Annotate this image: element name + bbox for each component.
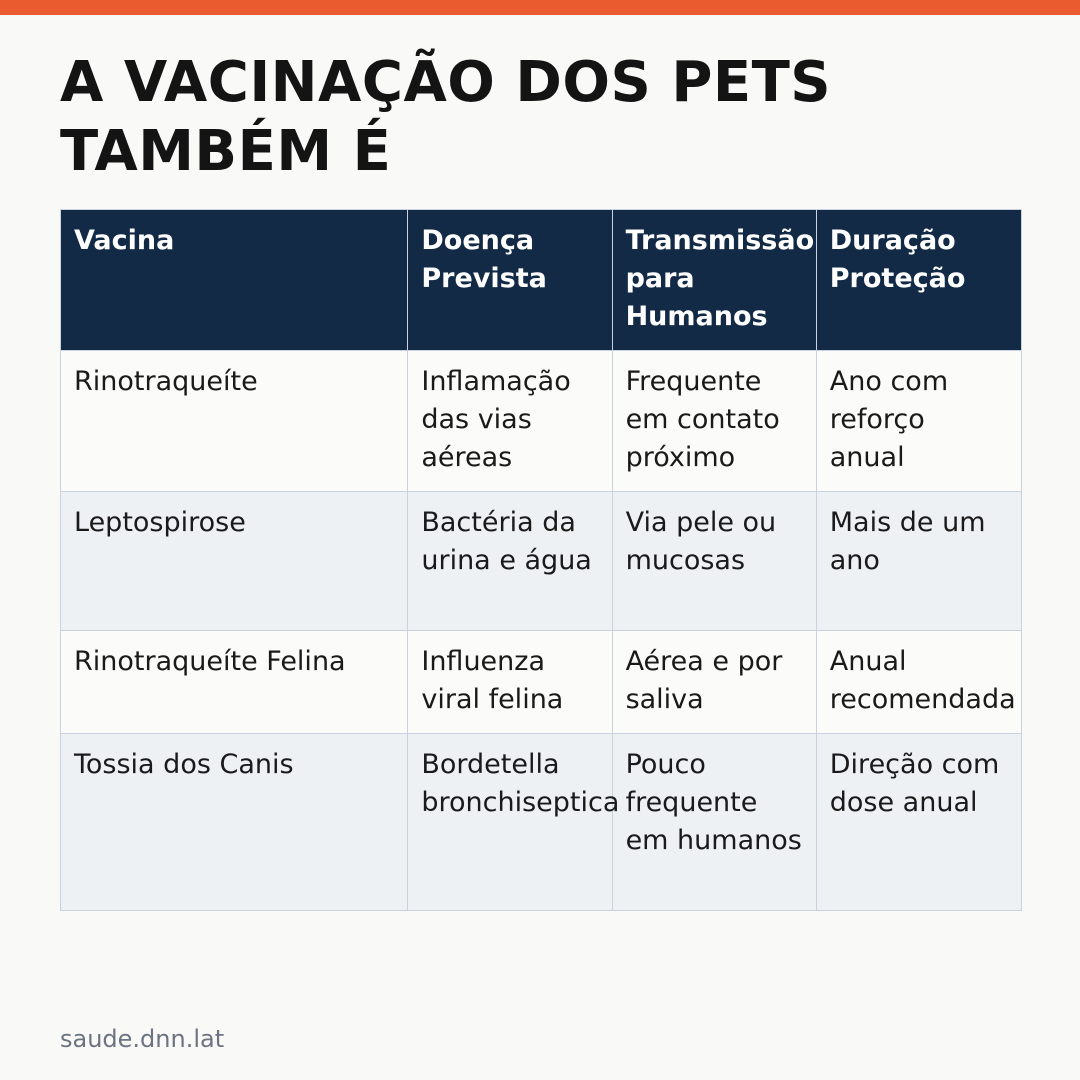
table-row <box>61 734 1022 911</box>
top-accent-bar <box>0 0 1080 15</box>
vaccine-table <box>60 209 1022 911</box>
table-cell-vacina: Rinotraqueíte <box>61 351 408 492</box>
table-row <box>61 631 1022 734</box>
table-row <box>61 351 1022 492</box>
table-row <box>61 492 1022 631</box>
table-cell-transmissao: Via pele ou mucosas <box>612 492 816 631</box>
column-header-vacina: Vacina <box>61 210 408 351</box>
table-cell-doenca: Bactéria da urina e água <box>408 492 612 631</box>
table-cell-transmissao: Frequente em contato próximo <box>612 351 816 492</box>
table-cell-duracao: Anual recomendada <box>816 631 1021 734</box>
table-cell-vacina: Tossia dos Canis <box>61 734 408 911</box>
footer-site-label: saude.dnn.lat <box>60 1025 225 1053</box>
page-title: A VACINAÇÃO DOS PETS TAMBÉM É <box>60 50 832 184</box>
column-header-transmissao: Transmissão para Humanos <box>612 210 816 351</box>
table-cell-duracao: Direção com dose anual <box>816 734 1021 911</box>
table-cell-transmissao: Aérea e por saliva <box>612 631 816 734</box>
vaccine-table-container <box>60 209 1022 911</box>
table-cell-vacina: Rinotraqueíte Felina <box>61 631 408 734</box>
table-cell-doenca: Inflamação das vias aéreas <box>408 351 612 492</box>
table-cell-duracao: Mais de um ano <box>816 492 1021 631</box>
column-header-duracao: Duração Proteção <box>816 210 1021 351</box>
table-cell-doenca: Influenza viral felina <box>408 631 612 734</box>
table-cell-doenca: Bordetella bronchiseptica <box>408 734 612 911</box>
column-header-doenca: Doença Prevista <box>408 210 612 351</box>
table-cell-transmissao: Pouco frequente em humanos <box>612 734 816 911</box>
table-cell-vacina: Leptospirose <box>61 492 408 631</box>
table-header-row <box>61 210 1022 351</box>
table-cell-duracao: Ano com reforço anual <box>816 351 1021 492</box>
